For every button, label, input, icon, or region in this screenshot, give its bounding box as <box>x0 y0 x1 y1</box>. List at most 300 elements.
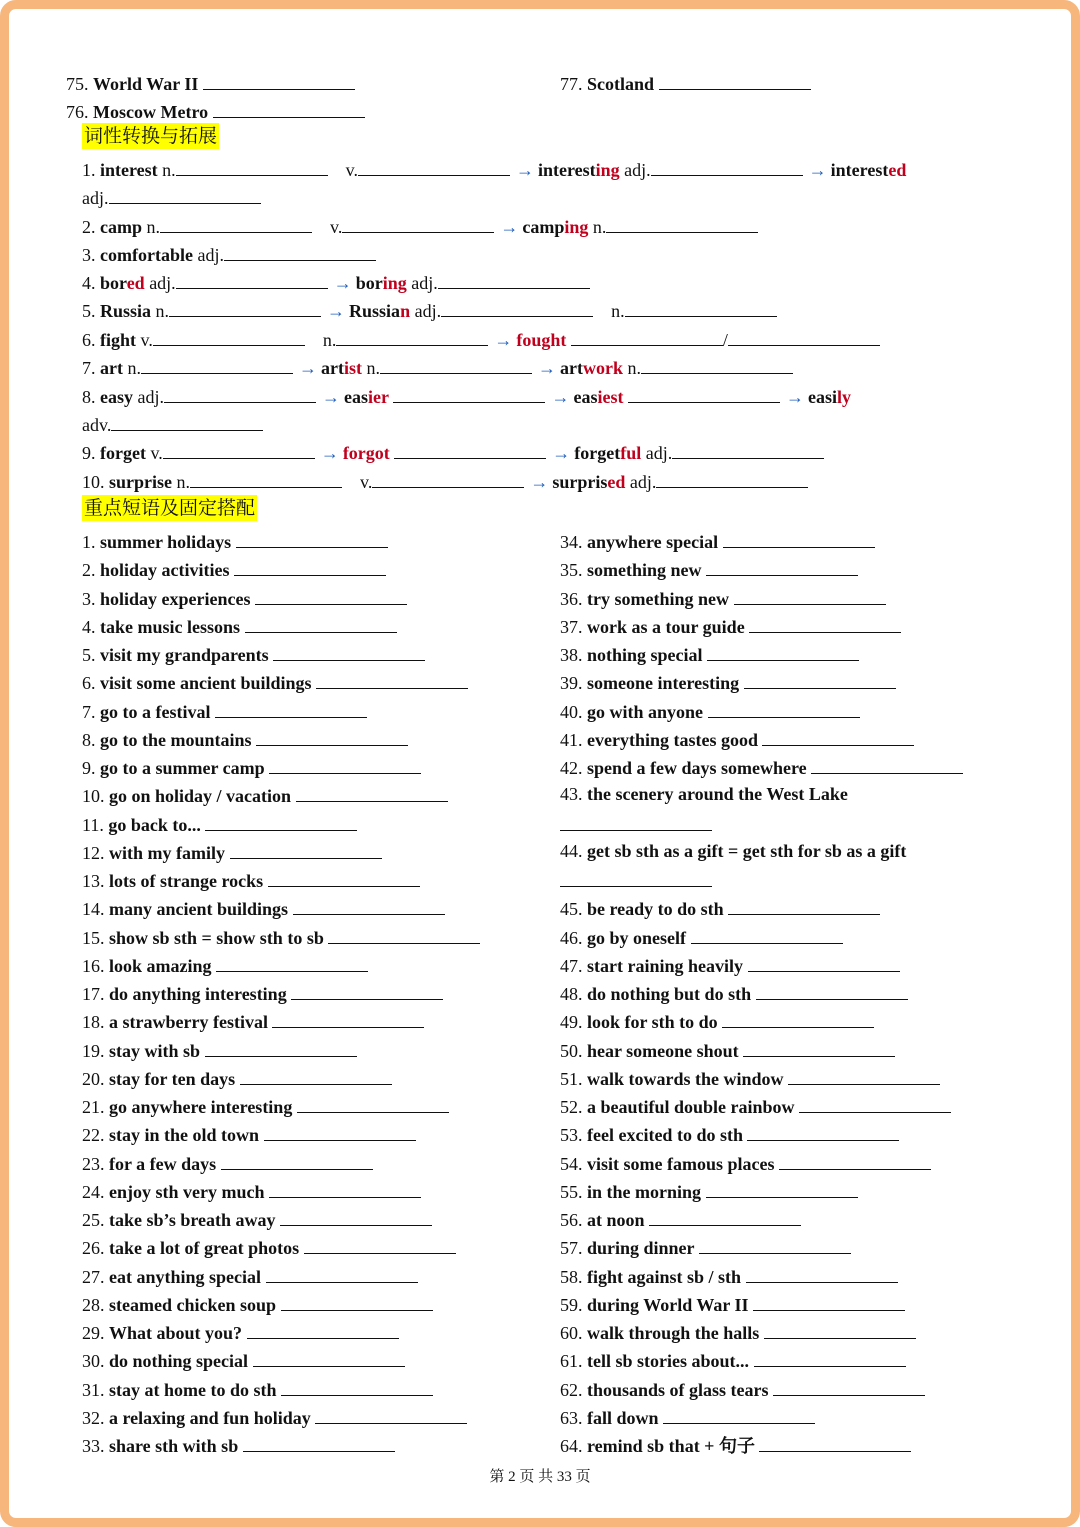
phrase-text: everything tastes good <box>587 729 758 750</box>
answer-blank[interactable] <box>291 981 443 1000</box>
answer-blank[interactable] <box>779 1151 931 1170</box>
answer-blank[interactable] <box>336 327 488 346</box>
answer-blank[interactable] <box>269 755 421 774</box>
row-number: 10. <box>82 472 105 492</box>
answer-blank[interactable] <box>273 642 425 661</box>
phrase-text: try something new <box>587 588 729 609</box>
word-text: Russia <box>349 301 401 321</box>
word-text: eas <box>573 387 598 407</box>
phrase-text: enjoy sth very much <box>109 1181 265 1202</box>
phrase-item <box>82 896 445 920</box>
arrow-icon: → <box>327 301 346 321</box>
item-76 <box>66 99 365 123</box>
phrase-item <box>560 840 906 862</box>
phrase-text: do anything interesting <box>109 984 287 1004</box>
pos-label: n. <box>592 217 607 237</box>
answer-blank[interactable] <box>788 1066 940 1085</box>
phrase-number: 41. <box>560 729 583 750</box>
answer-blank[interactable] <box>205 1038 357 1057</box>
phrase-item <box>560 1264 898 1288</box>
answer-blank[interactable] <box>256 727 408 746</box>
answer-blank[interactable] <box>176 270 328 289</box>
phrase-text: visit some famous places <box>587 1153 775 1174</box>
footer-text: 页 共 <box>519 1469 554 1485</box>
phrase-text: the scenery around the West Lake <box>587 784 848 805</box>
phrase-item <box>560 1122 899 1146</box>
answer-blank[interactable] <box>708 699 860 718</box>
phrase-item <box>82 1179 421 1203</box>
phrase-item <box>560 1207 801 1231</box>
answer-blank[interactable] <box>234 557 386 576</box>
answer-blank[interactable] <box>281 1377 433 1396</box>
answer-blank[interactable] <box>243 1433 395 1452</box>
answer-blank[interactable] <box>216 953 368 972</box>
pos-label: v. <box>360 472 373 492</box>
answer-blank[interactable] <box>707 642 859 661</box>
phrase-number: 36. <box>560 588 583 609</box>
answer-blank[interactable] <box>728 327 880 346</box>
phrase-number: 4. <box>82 616 96 637</box>
answer-blank[interactable] <box>706 1179 858 1198</box>
phrase-item <box>560 1179 858 1203</box>
pos-label: adj. <box>411 273 438 293</box>
word-text: forget <box>574 443 621 463</box>
phrase-item <box>560 981 908 1005</box>
phrase-number: 61. <box>560 1351 583 1372</box>
answer-blank[interactable] <box>723 529 875 548</box>
phrase-text: during World War II <box>587 1294 749 1315</box>
phrase-number: 49. <box>560 1012 583 1033</box>
phrase-item <box>560 1009 874 1033</box>
phrase-number: 33. <box>82 1436 105 1456</box>
answer-blank[interactable] <box>625 298 777 317</box>
phrase-number: 63. <box>560 1407 583 1428</box>
page-footer <box>0 1467 1080 1487</box>
phrase-item <box>82 840 382 864</box>
phrase-text: someone interesting <box>587 673 740 694</box>
phrase-item <box>82 1292 433 1316</box>
answer-blank[interactable] <box>628 384 780 403</box>
answer-blank[interactable] <box>560 868 712 887</box>
phrase-text: stay with sb <box>109 1040 201 1061</box>
answer-blank[interactable] <box>641 355 793 374</box>
phrase-item <box>82 1320 399 1344</box>
answer-blank[interactable] <box>672 440 824 459</box>
pos-label: adj. <box>137 387 164 407</box>
answer-blank[interactable] <box>744 670 896 689</box>
phrase-number: 31. <box>82 1379 105 1400</box>
answer-blank[interactable] <box>649 1207 801 1226</box>
phrase-text: go to a festival <box>100 701 211 722</box>
word-form-row-8-cont <box>82 412 263 436</box>
answer-blank[interactable] <box>296 783 448 802</box>
phrase-text: something new <box>587 560 702 581</box>
phrase-number: 45. <box>560 899 583 920</box>
answer-blank[interactable] <box>297 1094 449 1113</box>
word-text: camp <box>522 217 565 237</box>
answer-blank[interactable] <box>169 298 321 317</box>
answer-blank[interactable] <box>762 727 914 746</box>
phrase-item <box>560 1235 851 1259</box>
pos-label: n. <box>155 301 170 321</box>
phrase-number: 26. <box>82 1238 105 1259</box>
answer-blank[interactable] <box>606 214 758 233</box>
answer-blank[interactable] <box>380 355 532 374</box>
answer-blank[interactable] <box>153 327 305 346</box>
phrase-text: walk towards the window <box>587 1068 784 1089</box>
phrase-item <box>560 529 875 553</box>
phrase-text: take a lot of great photos <box>109 1238 300 1259</box>
word-form-row-7 <box>82 355 793 379</box>
answer-blank[interactable] <box>663 1405 815 1424</box>
word-text: ing <box>382 273 407 293</box>
answer-blank[interactable] <box>358 157 510 176</box>
word-text: surprise <box>109 472 172 492</box>
phrase-number: 62. <box>560 1379 583 1400</box>
answer-blank[interactable] <box>753 1292 905 1311</box>
answer-blank[interactable] <box>109 185 261 204</box>
word-text: forgot <box>342 443 390 463</box>
phrase-text: stay at home to do sth <box>109 1379 277 1400</box>
phrase-item <box>82 699 367 723</box>
word-text: Russia <box>100 301 152 321</box>
phrase-text: start raining heavily <box>587 955 743 976</box>
phrase-item <box>82 727 408 751</box>
section-heading-phrases: 重点短语及固定搭配 <box>84 497 256 519</box>
answer-blank[interactable] <box>691 925 843 944</box>
answer-blank[interactable] <box>203 71 355 90</box>
answer-blank[interactable] <box>749 614 901 633</box>
answer-blank[interactable] <box>315 1405 467 1424</box>
phrase-text: do nothing special <box>109 1351 249 1372</box>
phrase-text: What about you? <box>109 1323 243 1343</box>
slash: / <box>722 330 728 350</box>
phrase-number: 14. <box>82 899 105 920</box>
word-text: bor <box>355 273 383 293</box>
answer-blank[interactable] <box>328 925 480 944</box>
answer-blank[interactable] <box>759 1433 911 1452</box>
phrase-text: holiday experiences <box>100 588 251 609</box>
word-text: camp <box>100 217 142 237</box>
phrase-item <box>82 1094 449 1118</box>
row-number: 3. <box>82 245 96 265</box>
phrase-text: fall down <box>587 1407 659 1428</box>
phrase-text: spend a few days somewhere <box>587 758 807 778</box>
phrase-text: do nothing but do sth <box>587 984 752 1004</box>
answer-blank[interactable] <box>247 1320 399 1339</box>
phrase-text: many ancient buildings <box>109 899 289 920</box>
pos-label: n. <box>627 358 641 378</box>
pos-label: n. <box>611 301 625 321</box>
answer-blank[interactable] <box>747 1122 899 1141</box>
phrase-number: 24. <box>82 1181 105 1202</box>
phrase-item <box>82 642 425 666</box>
answer-blank[interactable] <box>215 699 367 718</box>
pos-label: adj. <box>629 472 657 492</box>
phrase-item <box>82 1235 456 1259</box>
answer-blank[interactable] <box>245 614 397 633</box>
phrase-number: 30. <box>82 1351 105 1372</box>
answer-blank[interactable] <box>699 1235 851 1254</box>
item-text: Moscow Metro <box>93 102 209 122</box>
phrase-number: 56. <box>560 1210 583 1230</box>
total-pages: 33 <box>556 1469 572 1485</box>
phrase-text: get sb sth as a gift = get sth for sb as a gift <box>587 840 907 861</box>
word-text: fight <box>100 330 136 350</box>
answer-blank[interactable] <box>734 586 886 605</box>
phrase-text: hear someone shout <box>587 1040 739 1061</box>
answer-blank[interactable] <box>264 1122 416 1141</box>
arrow-icon: → <box>500 217 519 237</box>
phrase-text: visit some ancient buildings <box>100 673 312 694</box>
answer-blank[interactable] <box>722 1009 874 1028</box>
answer-blank[interactable] <box>293 896 445 915</box>
word-text: ed <box>888 160 907 180</box>
phrase-number: 16. <box>82 955 105 976</box>
answer-blank[interactable] <box>811 755 963 774</box>
pos-label: adj. <box>197 245 224 265</box>
phrase-item <box>560 1038 895 1062</box>
answer-blank[interactable] <box>651 157 803 176</box>
phrase-item <box>560 1320 916 1344</box>
phrase-number: 50. <box>560 1040 583 1061</box>
answer-blank[interactable] <box>255 586 407 605</box>
phrase-item <box>82 1207 432 1231</box>
phrase-text: look for sth to do <box>587 1012 718 1033</box>
word-form-row-3 <box>82 242 376 266</box>
answer-blank[interactable] <box>176 157 328 176</box>
answer-blank[interactable] <box>205 812 357 831</box>
word-text: surpris <box>552 472 608 492</box>
row-number: 1. <box>82 160 96 180</box>
arrow-icon: → <box>530 472 549 492</box>
phrase-item <box>560 783 848 805</box>
phrase-text: share sth with sb <box>109 1436 239 1456</box>
pos-label: adj. <box>149 273 176 293</box>
arrow-icon: → <box>785 387 804 407</box>
pos-label: n. <box>176 472 190 492</box>
phrase-number: 47. <box>560 955 583 976</box>
phrase-text: tell sb stories about... <box>587 1351 749 1372</box>
word-text: ing <box>595 160 620 180</box>
phrase-item <box>82 1348 405 1372</box>
phrase-text: a strawberry festival <box>109 1012 268 1033</box>
arrow-icon: → <box>298 358 317 378</box>
answer-blank[interactable] <box>280 1207 432 1226</box>
arrow-icon: → <box>552 443 571 463</box>
answer-blank[interactable] <box>706 557 858 576</box>
answer-blank[interactable] <box>266 1264 418 1283</box>
phrase-text: look amazing <box>109 955 212 976</box>
answer-blank[interactable] <box>571 327 723 346</box>
word-form-row-10 <box>82 469 808 493</box>
word-form-row-8 <box>82 384 851 408</box>
phrase-text: be ready to do sth <box>587 899 724 920</box>
answer-blank[interactable] <box>221 1151 373 1170</box>
phrase-number: 32. <box>82 1407 105 1428</box>
phrase-item <box>82 1122 416 1146</box>
phrase-number: 38. <box>560 645 583 665</box>
answer-blank[interactable] <box>281 1292 433 1311</box>
pos-label: v. <box>330 217 343 237</box>
answer-blank[interactable] <box>441 298 593 317</box>
word-text: interest <box>830 160 889 180</box>
footer-text: 页 <box>575 1469 591 1485</box>
phrase-item <box>560 699 860 723</box>
phrase-number: 64. <box>560 1436 583 1456</box>
phrase-number: 19. <box>82 1040 105 1061</box>
phrase-number: 57. <box>560 1238 583 1259</box>
phrase-number: 46. <box>560 927 583 948</box>
word-text: eas <box>344 387 368 407</box>
pos-label: adj. <box>414 301 442 321</box>
row-number: 9. <box>82 443 96 463</box>
word-text: easi <box>807 387 837 407</box>
phrase-item <box>560 1151 931 1175</box>
word-text: comfortable <box>100 245 193 265</box>
answer-blank[interactable] <box>659 71 811 90</box>
answer-blank[interactable] <box>253 1348 405 1367</box>
word-text: n <box>400 301 411 321</box>
word-text: ier <box>368 387 389 407</box>
answer-blank[interactable] <box>764 1320 916 1339</box>
phrase-number: 59. <box>560 1294 583 1315</box>
phrase-item <box>82 557 386 581</box>
phrase-item-cont <box>560 812 712 836</box>
phrase-number: 54. <box>560 1153 583 1174</box>
phrase-item <box>560 1405 815 1429</box>
phrase-item <box>82 868 420 892</box>
answer-blank[interactable] <box>163 440 315 459</box>
answer-blank[interactable] <box>213 99 365 118</box>
answer-blank[interactable] <box>230 840 382 859</box>
answer-blank[interactable] <box>656 469 808 488</box>
phrase-number: 44. <box>560 840 583 861</box>
phrase-number: 55. <box>560 1181 583 1202</box>
word-text: fought <box>516 330 567 350</box>
phrase-number: 43. <box>560 784 583 805</box>
page-number: 2 <box>508 1469 516 1485</box>
answer-blank[interactable] <box>773 1377 925 1396</box>
answer-blank[interactable] <box>316 670 468 689</box>
phrase-number: 60. <box>560 1323 583 1343</box>
footer-text: 第 <box>489 1469 505 1485</box>
pos-label: n. <box>127 358 141 378</box>
phrase-text: feel excited to do sth <box>587 1125 743 1146</box>
answer-blank[interactable] <box>304 1235 456 1254</box>
phrase-item <box>82 1038 357 1062</box>
answer-blank[interactable] <box>272 1009 424 1028</box>
phrase-text: go by oneself <box>587 927 686 948</box>
word-text: forget <box>100 443 146 463</box>
answer-blank[interactable] <box>342 214 494 233</box>
phrase-number: 11. <box>82 814 104 835</box>
answer-blank[interactable] <box>756 981 908 1000</box>
pos-label: n. <box>322 330 337 350</box>
phrase-text: fight against sb / sth <box>587 1266 742 1287</box>
phrase-text: stay in the old town <box>109 1125 260 1146</box>
phrase-number: 40. <box>560 701 583 722</box>
answer-blank[interactable] <box>224 242 376 261</box>
phrase-item <box>82 1066 392 1090</box>
answer-blank[interactable] <box>394 440 546 459</box>
phrase-item <box>560 727 914 751</box>
arrow-icon: → <box>494 330 513 350</box>
item-77 <box>560 71 811 95</box>
answer-blank[interactable] <box>372 469 524 488</box>
phrase-number: 20. <box>82 1068 105 1089</box>
phrase-text: go to the mountains <box>100 729 252 750</box>
answer-blank[interactable] <box>269 1179 421 1198</box>
answer-blank[interactable] <box>438 270 590 289</box>
answer-blank[interactable] <box>728 896 880 915</box>
phrase-number: 37. <box>560 616 583 637</box>
pos-label: adj. <box>82 188 109 208</box>
phrase-item <box>560 755 963 779</box>
phrase-text: stay for ten days <box>109 1068 236 1089</box>
phrase-text: work as a tour guide <box>587 616 745 637</box>
phrase-item <box>560 896 880 920</box>
phrase-text: at noon <box>587 1210 645 1230</box>
item-number: 77. <box>560 74 583 94</box>
answer-blank[interactable] <box>743 1038 895 1057</box>
answer-blank[interactable] <box>190 469 342 488</box>
answer-blank[interactable] <box>240 1066 392 1085</box>
phrase-item <box>82 953 368 977</box>
phrase-item <box>560 614 901 638</box>
word-text: art <box>100 358 123 378</box>
answer-blank[interactable] <box>111 412 263 431</box>
answer-blank[interactable] <box>236 529 388 548</box>
phrase-item <box>560 1066 940 1090</box>
phrase-number: 27. <box>82 1266 105 1287</box>
answer-blank[interactable] <box>268 868 420 887</box>
answer-blank[interactable] <box>164 384 316 403</box>
word-form-row-9 <box>82 440 824 464</box>
phrase-item <box>82 1377 433 1401</box>
phrase-text: go with anyone <box>587 701 704 722</box>
answer-blank[interactable] <box>160 214 312 233</box>
row-number: 5. <box>82 301 96 321</box>
answer-blank[interactable] <box>754 1348 906 1367</box>
word-text: ed <box>607 472 626 492</box>
answer-blank[interactable] <box>393 384 545 403</box>
phrase-text: visit my grandparents <box>100 645 269 665</box>
answer-blank[interactable] <box>560 812 712 831</box>
phrase-number: 21. <box>82 1097 105 1117</box>
word-form-row-5 <box>82 298 777 322</box>
answer-blank[interactable] <box>799 1094 951 1113</box>
pos-label: adj. <box>645 443 673 463</box>
phrase-text: walk through the halls <box>587 1323 760 1343</box>
answer-blank[interactable] <box>141 355 293 374</box>
phrase-item <box>560 586 886 610</box>
phrase-text: nothing special <box>587 645 703 665</box>
phrase-number: 1. <box>82 532 96 552</box>
phrase-number: 8. <box>82 729 96 750</box>
phrase-item <box>560 1433 911 1457</box>
phrase-item <box>82 755 421 779</box>
phrase-text: go anywhere interesting <box>109 1097 293 1117</box>
phrase-item <box>560 642 859 666</box>
arrow-icon: → <box>333 273 352 293</box>
answer-blank[interactable] <box>748 953 900 972</box>
phrase-number: 52. <box>560 1097 583 1117</box>
phrase-number: 15. <box>82 927 105 948</box>
answer-blank[interactable] <box>746 1264 898 1283</box>
word-form-row-6 <box>82 327 880 351</box>
phrase-text: thousands of glass tears <box>587 1379 769 1400</box>
